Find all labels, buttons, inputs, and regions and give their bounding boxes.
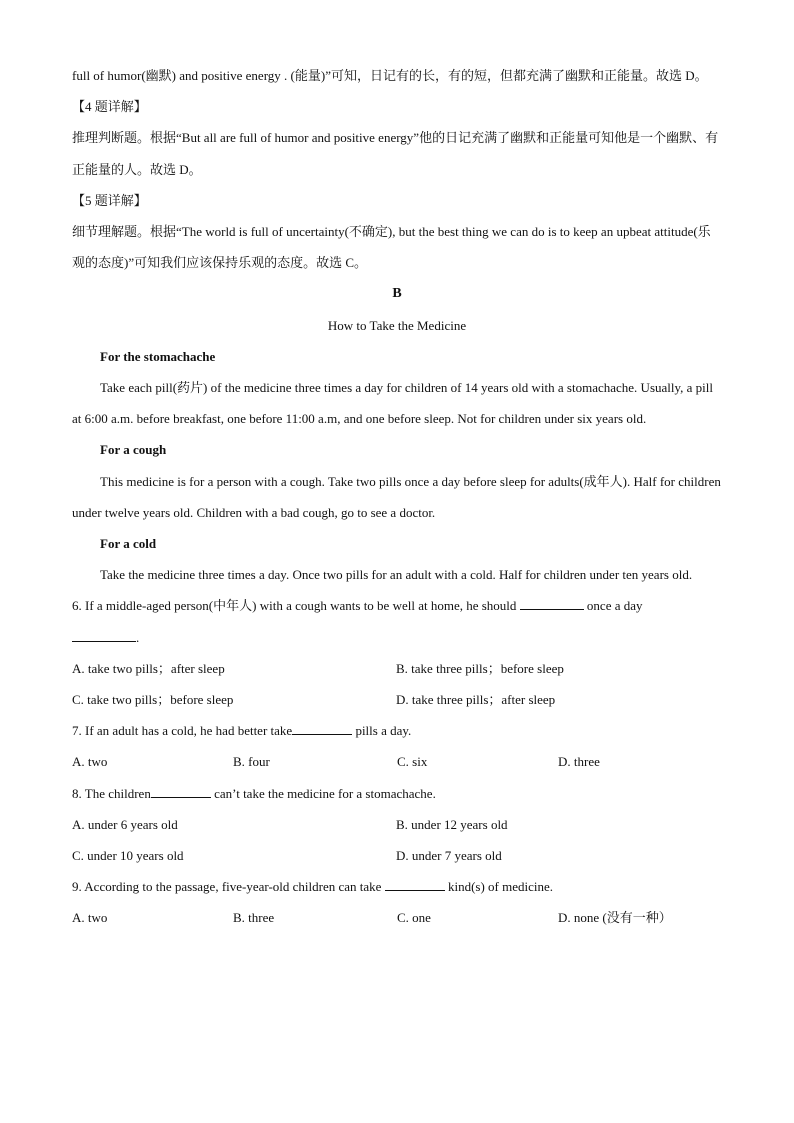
question-9-stem [72,871,722,902]
answer-blank[interactable] [292,722,352,735]
question-6-stem-part2: once a day [586,598,643,614]
question-8-stem [72,778,722,809]
option-8d[interactable]: D. under 7 years old [396,848,502,864]
option-6c[interactable]: C. take two pills；before sleep [72,692,234,708]
question-8-stem-part2: can’t take the medicine for a stomachache. [214,785,436,801]
answer-blank[interactable] [151,785,211,798]
question-9-stem-part2: kind(s) of medicine. [447,879,554,895]
answer-q5-heading: 【5 题详解】 [72,192,147,208]
section-heading-cough: For a cough [100,442,167,458]
section-text-cold: Take the medicine three times a day. Once two pills for an adult with a cold. Half for children under ten years old. [100,567,693,583]
option-7d[interactable]: D. three [558,754,600,770]
question-7-options [72,746,722,777]
option-6b[interactable]: B. take three pills；before sleep [396,660,564,676]
option-6d[interactable]: D. take three pills；after sleep [396,692,556,708]
section-text-cough: This medicine is for a person with a cough. Take two pills once a day before sleep for adults(成年人). Half for children under twelve years old. Children with a bad cough, go to see a doctor. [72,473,721,520]
option-7c[interactable]: C. six [397,754,428,770]
passage-title: How to Take the Medicine [327,317,467,333]
question-7-stem [72,715,722,746]
question-6-stem [72,590,722,621]
answer-blank[interactable] [520,597,584,610]
question-9-stem-part1: 9. According to the passage, five-year-old children can take [72,879,382,895]
option-9b[interactable]: B. three [233,910,275,926]
answer-blank[interactable] [385,878,445,891]
question-6-options [72,653,722,715]
question-7-stem-part1: 7. If an adult has a cold, he had better take [72,723,293,739]
section-heading-stomachache: For the stomachache [100,348,216,364]
answer-blank[interactable] [72,629,136,642]
option-7a[interactable]: A. two [72,754,108,770]
option-6a[interactable]: A. take two pills；after sleep [72,660,225,676]
section-heading-cold: For a cold [100,536,157,552]
option-9a[interactable]: A. two [72,910,108,926]
answer-q4-heading: 【4 题详解】 [72,99,147,115]
question-7-stem-part2: pills a day. [355,723,412,739]
answer-q4-text: 推理判断题。根据“But all are full of humor and positive energy”他的日记充满了幽默和正能量可知他是一个幽默、有正能量的人。故选 D。 [72,130,719,177]
answer-q3-tail: full of humor(幽默) and positive energy . (能量)”可知，日记有的长，有的短，但都充满了幽默和正能量。故选 D。 [72,68,708,83]
document-page [72,60,722,934]
question-6-stem-part1: 6. If a middle-aged person(中年人) with a cough wants to be well at home, he should [72,598,517,614]
option-7b[interactable]: B. four [233,754,270,770]
question-8-stem-part1: 8. The children [72,785,151,801]
question-6-stem-continued [72,622,722,653]
answer-q5-text: 细节理解题。根据“The world is full of uncertainty(不确定), but the best thing we can do is to keep an upbeat attitude(乐观的态度)”可知我们应该保持乐观的态度。故选 C。 [72,224,711,271]
option-8b[interactable]: B. under 12 years old [396,816,508,832]
option-9c[interactable]: C. one [397,910,431,926]
question-9-options [72,902,722,933]
option-8c[interactable]: C. under 10 years old [72,848,184,864]
question-8-options [72,809,722,871]
question-6-stem-part3: . [136,629,140,645]
option-9d[interactable]: D. none (没有一种） [558,910,672,926]
option-8a[interactable]: A. under 6 years old [72,816,178,832]
section-letter: B [392,286,402,302]
section-text-stomachache: Take each pill(药片) of the medicine three times a day for children of 14 years old with a stomachache. Usually, a pill at 6:00 a.m. before breakfast, one before 11:00 a.m, and one before sleep. Not for children under six years old. [72,380,714,427]
